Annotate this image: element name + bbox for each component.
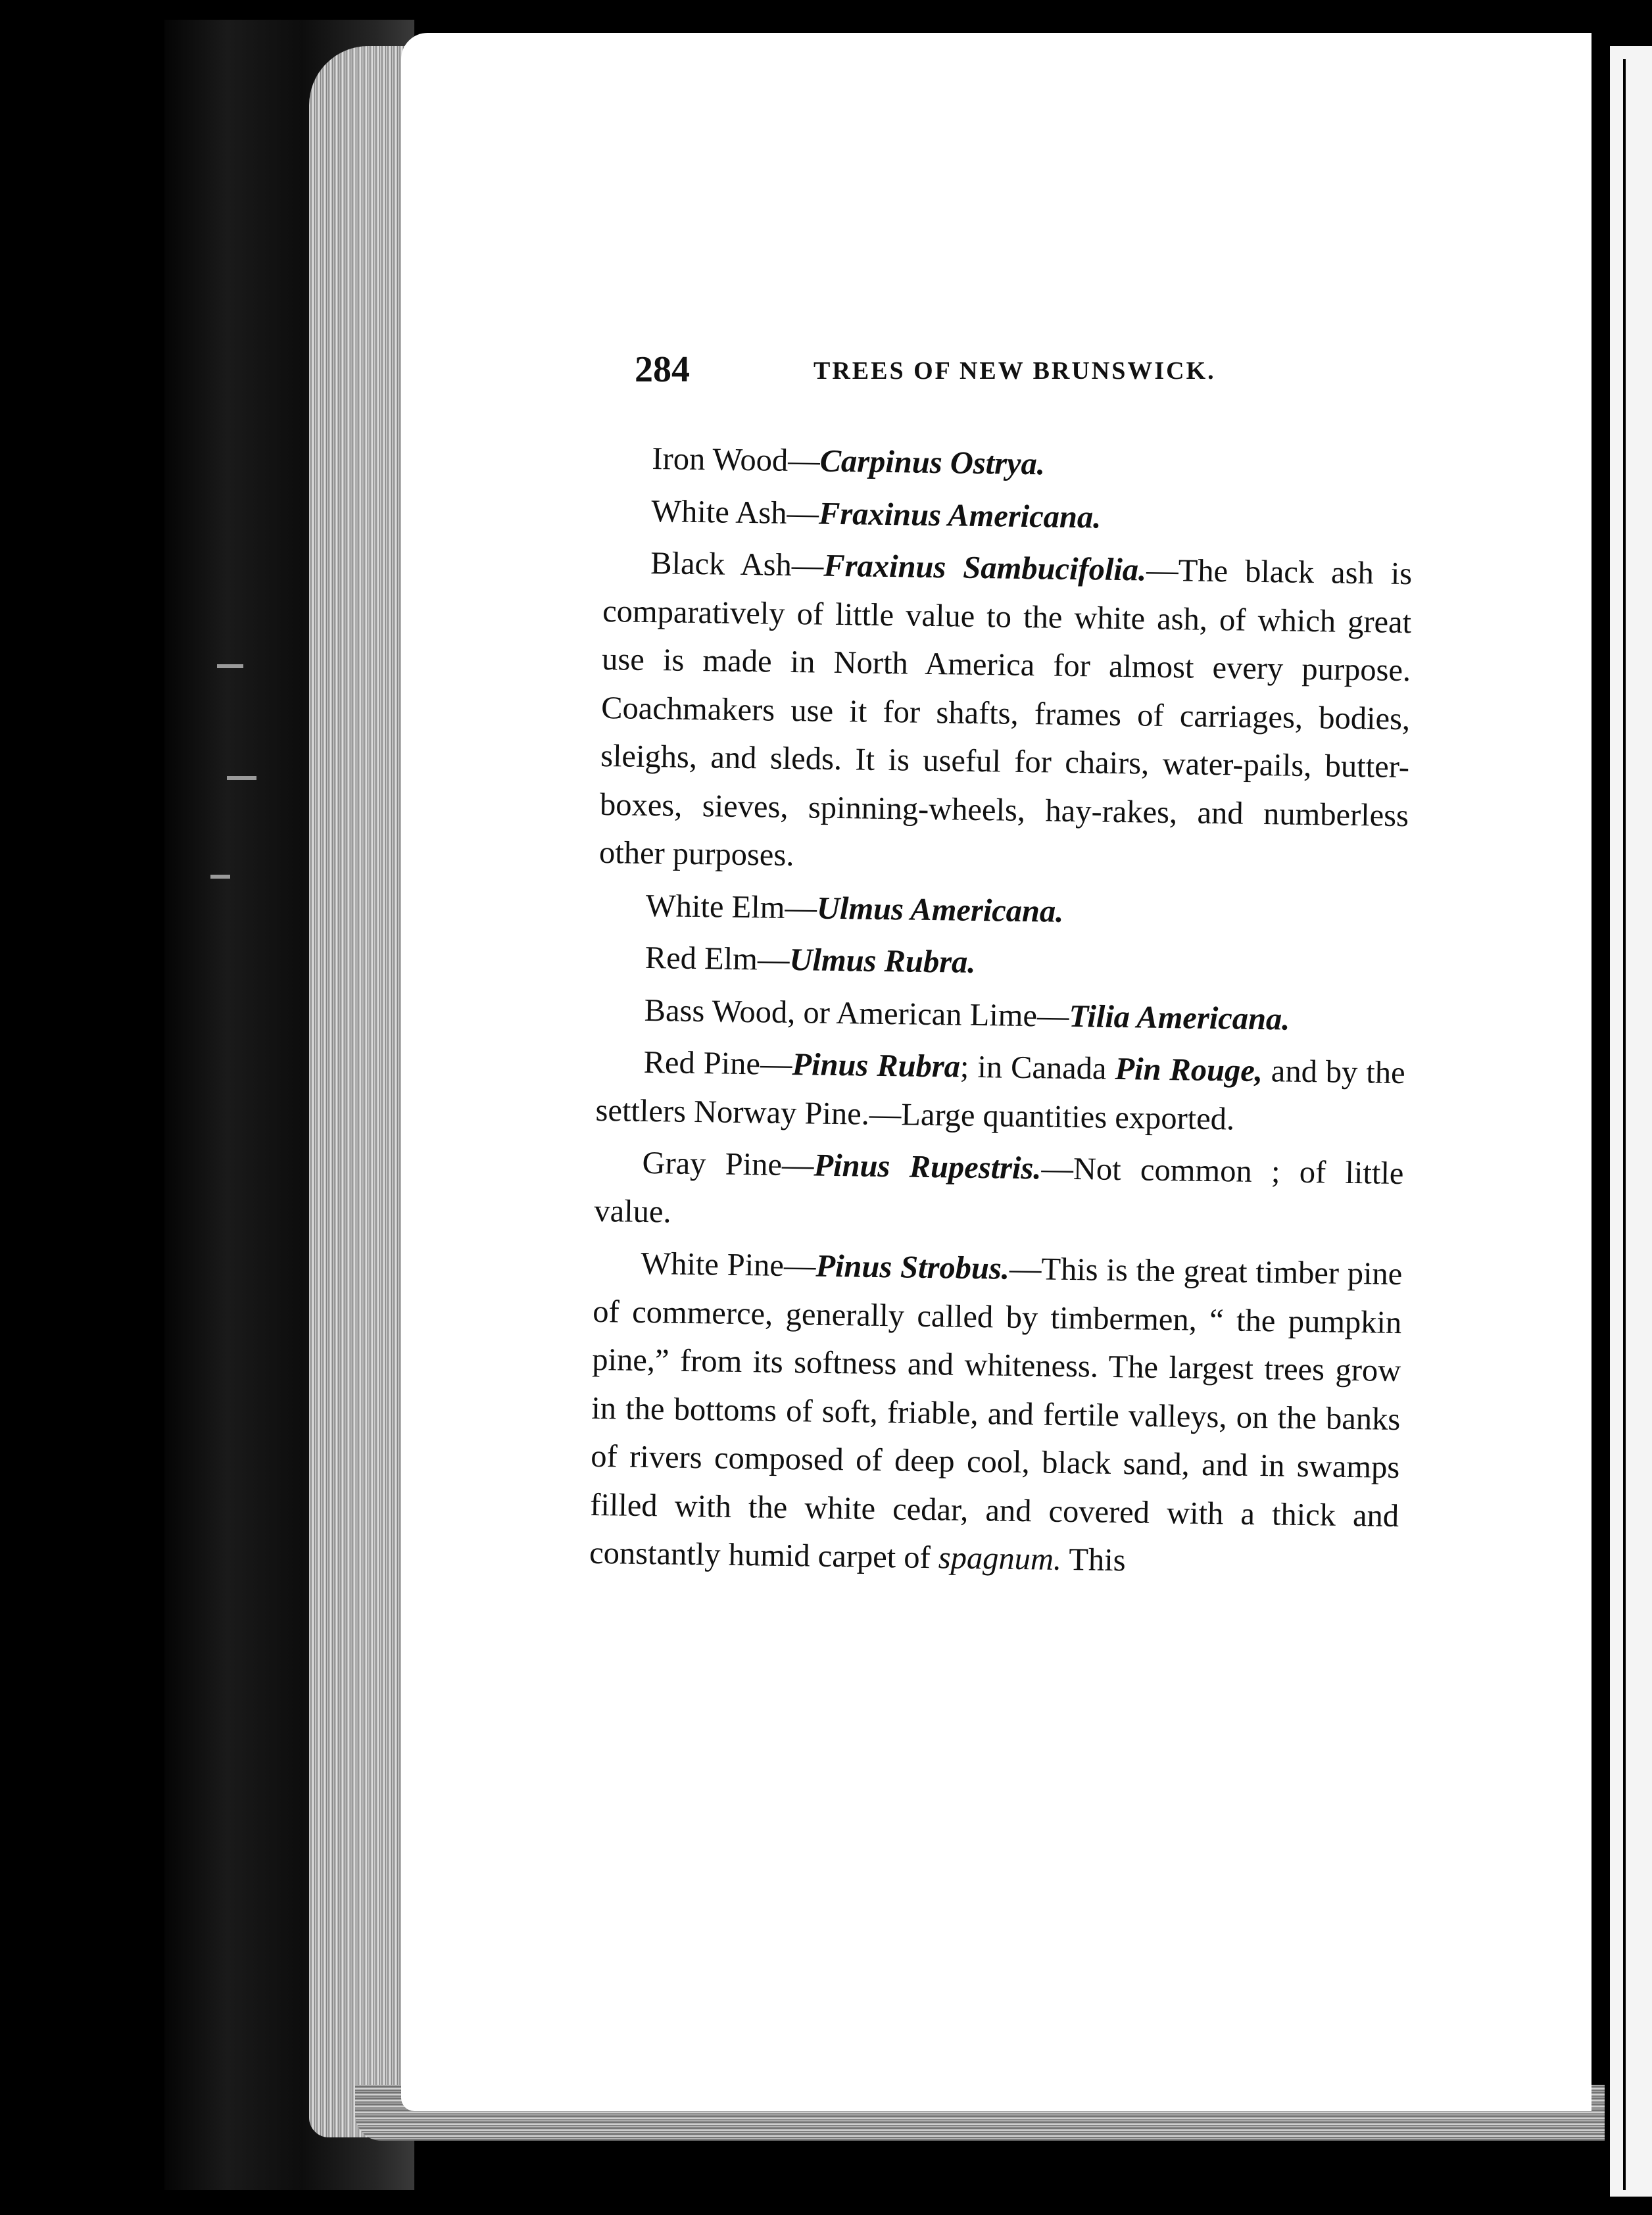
cover-mark <box>210 875 230 879</box>
entry-bass-wood: Bass Wood, or American Lime—Tilia Americana. <box>644 992 1290 1037</box>
entry-red-pine: Red Pine—Pinus Rubra; in Canada Pin Rouge, and by the settlers Norway Pine.—Large quantities exported. <box>595 1044 1405 1136</box>
cover-mark <box>217 664 243 668</box>
entry-red-elm: Red Elm—Ulmus Rubra. <box>644 940 976 980</box>
entry-iron-wood: Iron Wood—Carpinus Ostrya. <box>652 441 1046 482</box>
entry-black-ash: Black Ash—Fraxinus Sambucifolia.—The black ash is comparatively of little value to the white ash, of which great use is made in North America for almost every purpose. Coachmakers use it for shafts, frames of carriages, bodies, sleighs, and sleds. It is useful for chairs, water-pails, butter-boxes, sieves, spinning-wheels, hay-rakes, and numberless other purposes. <box>598 545 1413 873</box>
page-number: 284 <box>635 349 690 390</box>
page-edges <box>309 46 414 2137</box>
cover-mark <box>227 776 256 780</box>
entry-white-ash: White Ash—Fraxinus Americana. <box>651 493 1102 535</box>
entry-white-elm: White Elm—Ulmus Americana. <box>645 888 1064 929</box>
facing-page-strip <box>1605 46 1652 2197</box>
running-head: TREES OF NEW BRUNSWICK. <box>814 357 1216 385</box>
entry-gray-pine: Gray Pine—Pinus Rupestris.—Not common ; of little value. <box>594 1145 1404 1230</box>
entry-white-pine: White Pine—Pinus Strobus.—This is the great timber pine of commerce, generally called by timbermen, “ the pumpkin pine,” from its softness and whiteness. The largest trees grow in the bottoms of soft, friable, and fertile valleys, on the banks of rivers composed of deep cool, black sand, and in swamps filled with the white cedar, and covered with a thick and constantly humid carpet of spagnum. This <box>589 1246 1403 1578</box>
body-text <box>589 434 1414 1593</box>
facing-page-edge <box>1623 59 1626 2190</box>
